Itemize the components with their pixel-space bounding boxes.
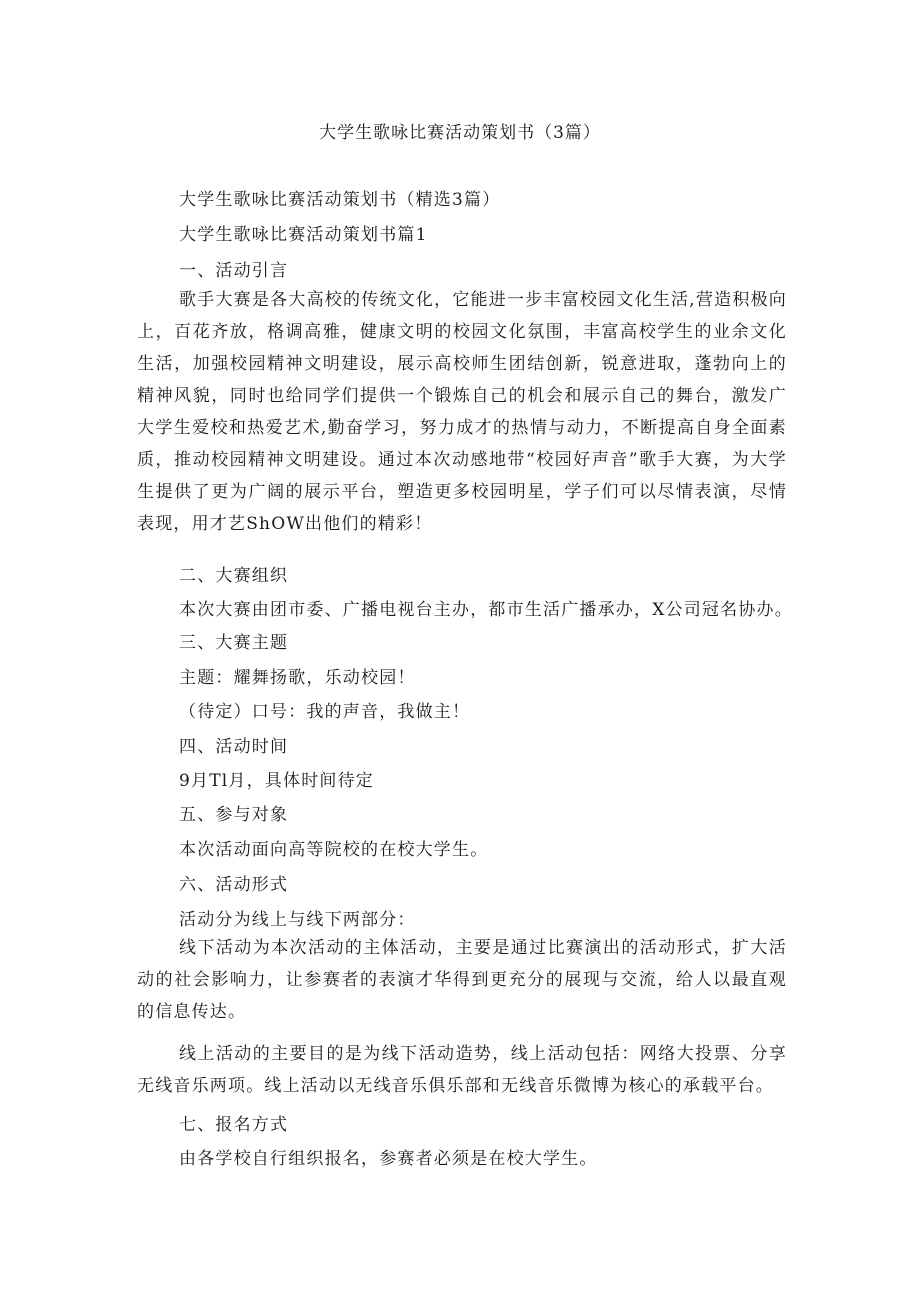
paragraph-offline-activity: 线下活动为本次活动的主体活动，主要是通过比赛演出的活动形式，扩大活动的社会影响力，让参赛者的表演才华得到更充分的展现与交流，给人以最直观的信息传达。: [137, 938, 787, 1022]
paragraph-registration: 由各学校自行组织报名，参赛者必须是在校大学生。: [179, 1149, 598, 1169]
document-title: 大学生歌咏比赛活动策划书（3篇）: [319, 123, 601, 143]
section-heading-registration: 七、报名方式: [179, 1115, 289, 1135]
slogan-line: （待定）口号：我的声音，我做主！: [179, 702, 471, 722]
section-heading-introduction: 一、活动引言: [179, 261, 289, 281]
section-heading-time: 四、活动时间: [179, 737, 289, 757]
document-subtitle: 大学生歌咏比赛活动策划书（精选3篇）: [179, 190, 501, 210]
paragraph-participants: 本次活动面向高等院校的在校大学生。: [179, 840, 489, 860]
paragraph-organization: 本次大赛由团市委、广播电视台主办，都市生活广播承办，X公司冠名协办。: [179, 600, 793, 620]
section-heading-participants: 五、参与对象: [179, 805, 289, 825]
paragraph-introduction: 歌手大赛是各大高校的传统文化，它能进一步丰富校园文化生活,营造积极向上，百花齐放，格调高雅，健康文明的校园文化氛围，丰富高校学生的业余文化生活，加强校园精神文明建设，展示高校师生团结创新，锐意进取，蓬勃向上的精神风貌，同时也给同学们提供一个锻炼自己的机会和展示自己的舞台，激发广大学生爱校和热爱艺术,勤奋学习，努力成才的热情与动力，不断提高自身全面素质，推动校园精神文明建设。通过本次动感地带“校园好声音”歌手大赛，为大学生提供了更为广阔的展示平台，塑造更多校园明星，学子们可以尽情表演，尽情表现，用才艺ShOW出他们的精彩！: [137, 290, 787, 534]
section-heading-organization: 二、大赛组织: [179, 566, 289, 586]
paragraph-online-activity: 线上活动的主要目的是为线下活动造势，线上活动包括：网络大投票、分享无线音乐两项。线上活动以无线音乐俱乐部和无线音乐微博为核心的承载平台。: [137, 1044, 787, 1096]
theme-line: 主题：耀舞扬歌，乐动校园！: [179, 668, 416, 688]
section-heading-format: 六、活动形式: [179, 875, 289, 895]
paragraph-time: 9月Tl月，具体时间待定: [179, 771, 374, 791]
section-heading-theme: 三、大赛主题: [179, 633, 289, 653]
format-intro: 活动分为线上与线下两部分：: [179, 910, 416, 930]
piece-heading: 大学生歌咏比赛活动策划书篇1: [179, 225, 428, 245]
